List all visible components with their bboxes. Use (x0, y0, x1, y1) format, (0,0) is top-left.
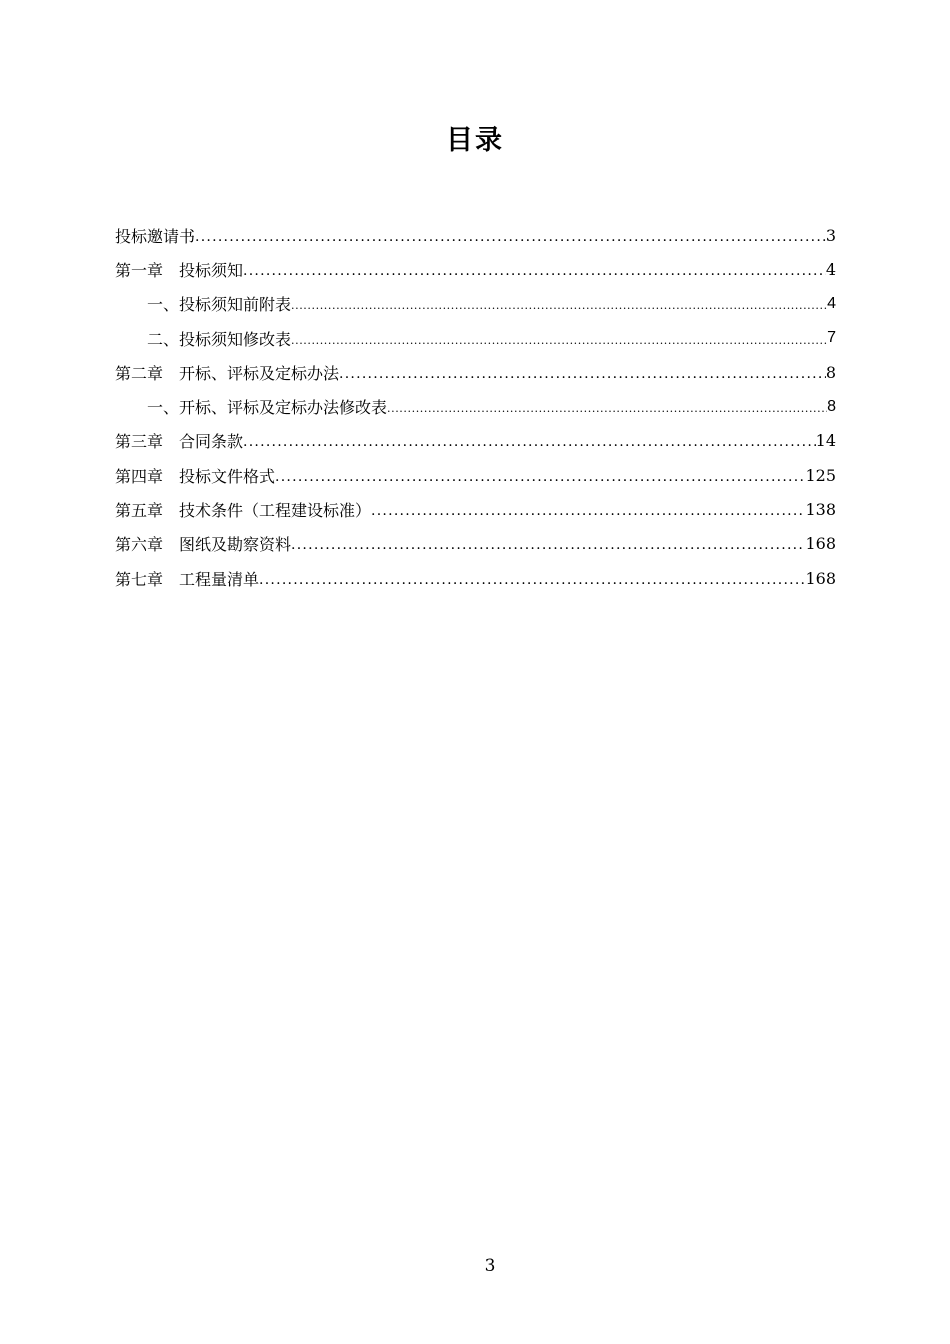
toc-entry-label: 一、开标、评标及定标办法修改表 (147, 398, 388, 418)
toc-dot-leader (339, 366, 826, 382)
toc-entry-page: 4 (825, 259, 836, 279)
toc-entry-chapter-3[interactable] (115, 424, 836, 458)
toc-entry-page: 4 (827, 294, 836, 312)
toc-entry-page: 138 (805, 500, 836, 520)
toc-entry-chapter-1[interactable] (115, 252, 836, 286)
toc-entry-chapter-4[interactable] (115, 458, 836, 492)
toc-entry-chapter-2-section-1[interactable] (115, 389, 836, 423)
toc-entry-page: 168 (805, 568, 836, 588)
toc-entry-label: 第一章 投标须知 (115, 260, 244, 280)
page-number: 3 (484, 1256, 496, 1276)
toc-entry-label: 一、投标须知前附表 (147, 295, 292, 315)
toc-dot-leader (259, 572, 805, 588)
toc-entry-label: 第四章 投标文件格式 (115, 466, 276, 486)
toc-entry-label: 二、投标须知修改表 (147, 329, 292, 349)
toc-dot-leader (291, 332, 827, 348)
toc-entry-label: 第五章 技术条件（工程建设标准） (115, 501, 372, 521)
toc-entry-label: 第七章 工程量清单 (115, 569, 260, 589)
toc-entry-label: 投标邀请书 (115, 226, 196, 246)
toc-dot-leader (243, 263, 826, 279)
toc-entry-page: 8 (825, 362, 836, 382)
toc-entry-chapter-1-section-1[interactable] (115, 287, 836, 321)
toc-entry-page: 3 (825, 225, 836, 245)
table-of-contents (115, 218, 836, 595)
toc-dot-leader (275, 469, 805, 485)
toc-entry-label: 第六章 图纸及勘察资料 (115, 535, 292, 555)
toc-entry-chapter-7[interactable] (115, 561, 836, 595)
toc-entry-chapter-6[interactable] (115, 527, 836, 561)
toc-entry-page: 7 (827, 329, 836, 347)
page-title: 目录 (446, 125, 504, 156)
toc-dot-leader (291, 297, 827, 313)
toc-entry-chapter-5[interactable] (115, 492, 836, 526)
toc-dot-leader (387, 400, 827, 416)
toc-entry-chapter-1-section-2[interactable] (115, 321, 836, 355)
toc-entry-page: 125 (805, 465, 836, 485)
toc-entry-page: 168 (805, 534, 836, 554)
toc-dot-leader (371, 503, 805, 519)
toc-entry-label: 第二章 开标、评标及定标办法 (115, 363, 340, 383)
toc-entry-invitation[interactable] (115, 218, 836, 252)
toc-entry-label: 第三章 合同条款 (115, 432, 244, 452)
toc-entry-chapter-2[interactable] (115, 355, 836, 389)
toc-entry-page: 8 (827, 397, 836, 415)
toc-dot-leader (243, 434, 816, 450)
toc-dot-leader (195, 229, 826, 245)
toc-dot-leader (291, 537, 805, 553)
toc-entry-page: 14 (815, 431, 836, 451)
